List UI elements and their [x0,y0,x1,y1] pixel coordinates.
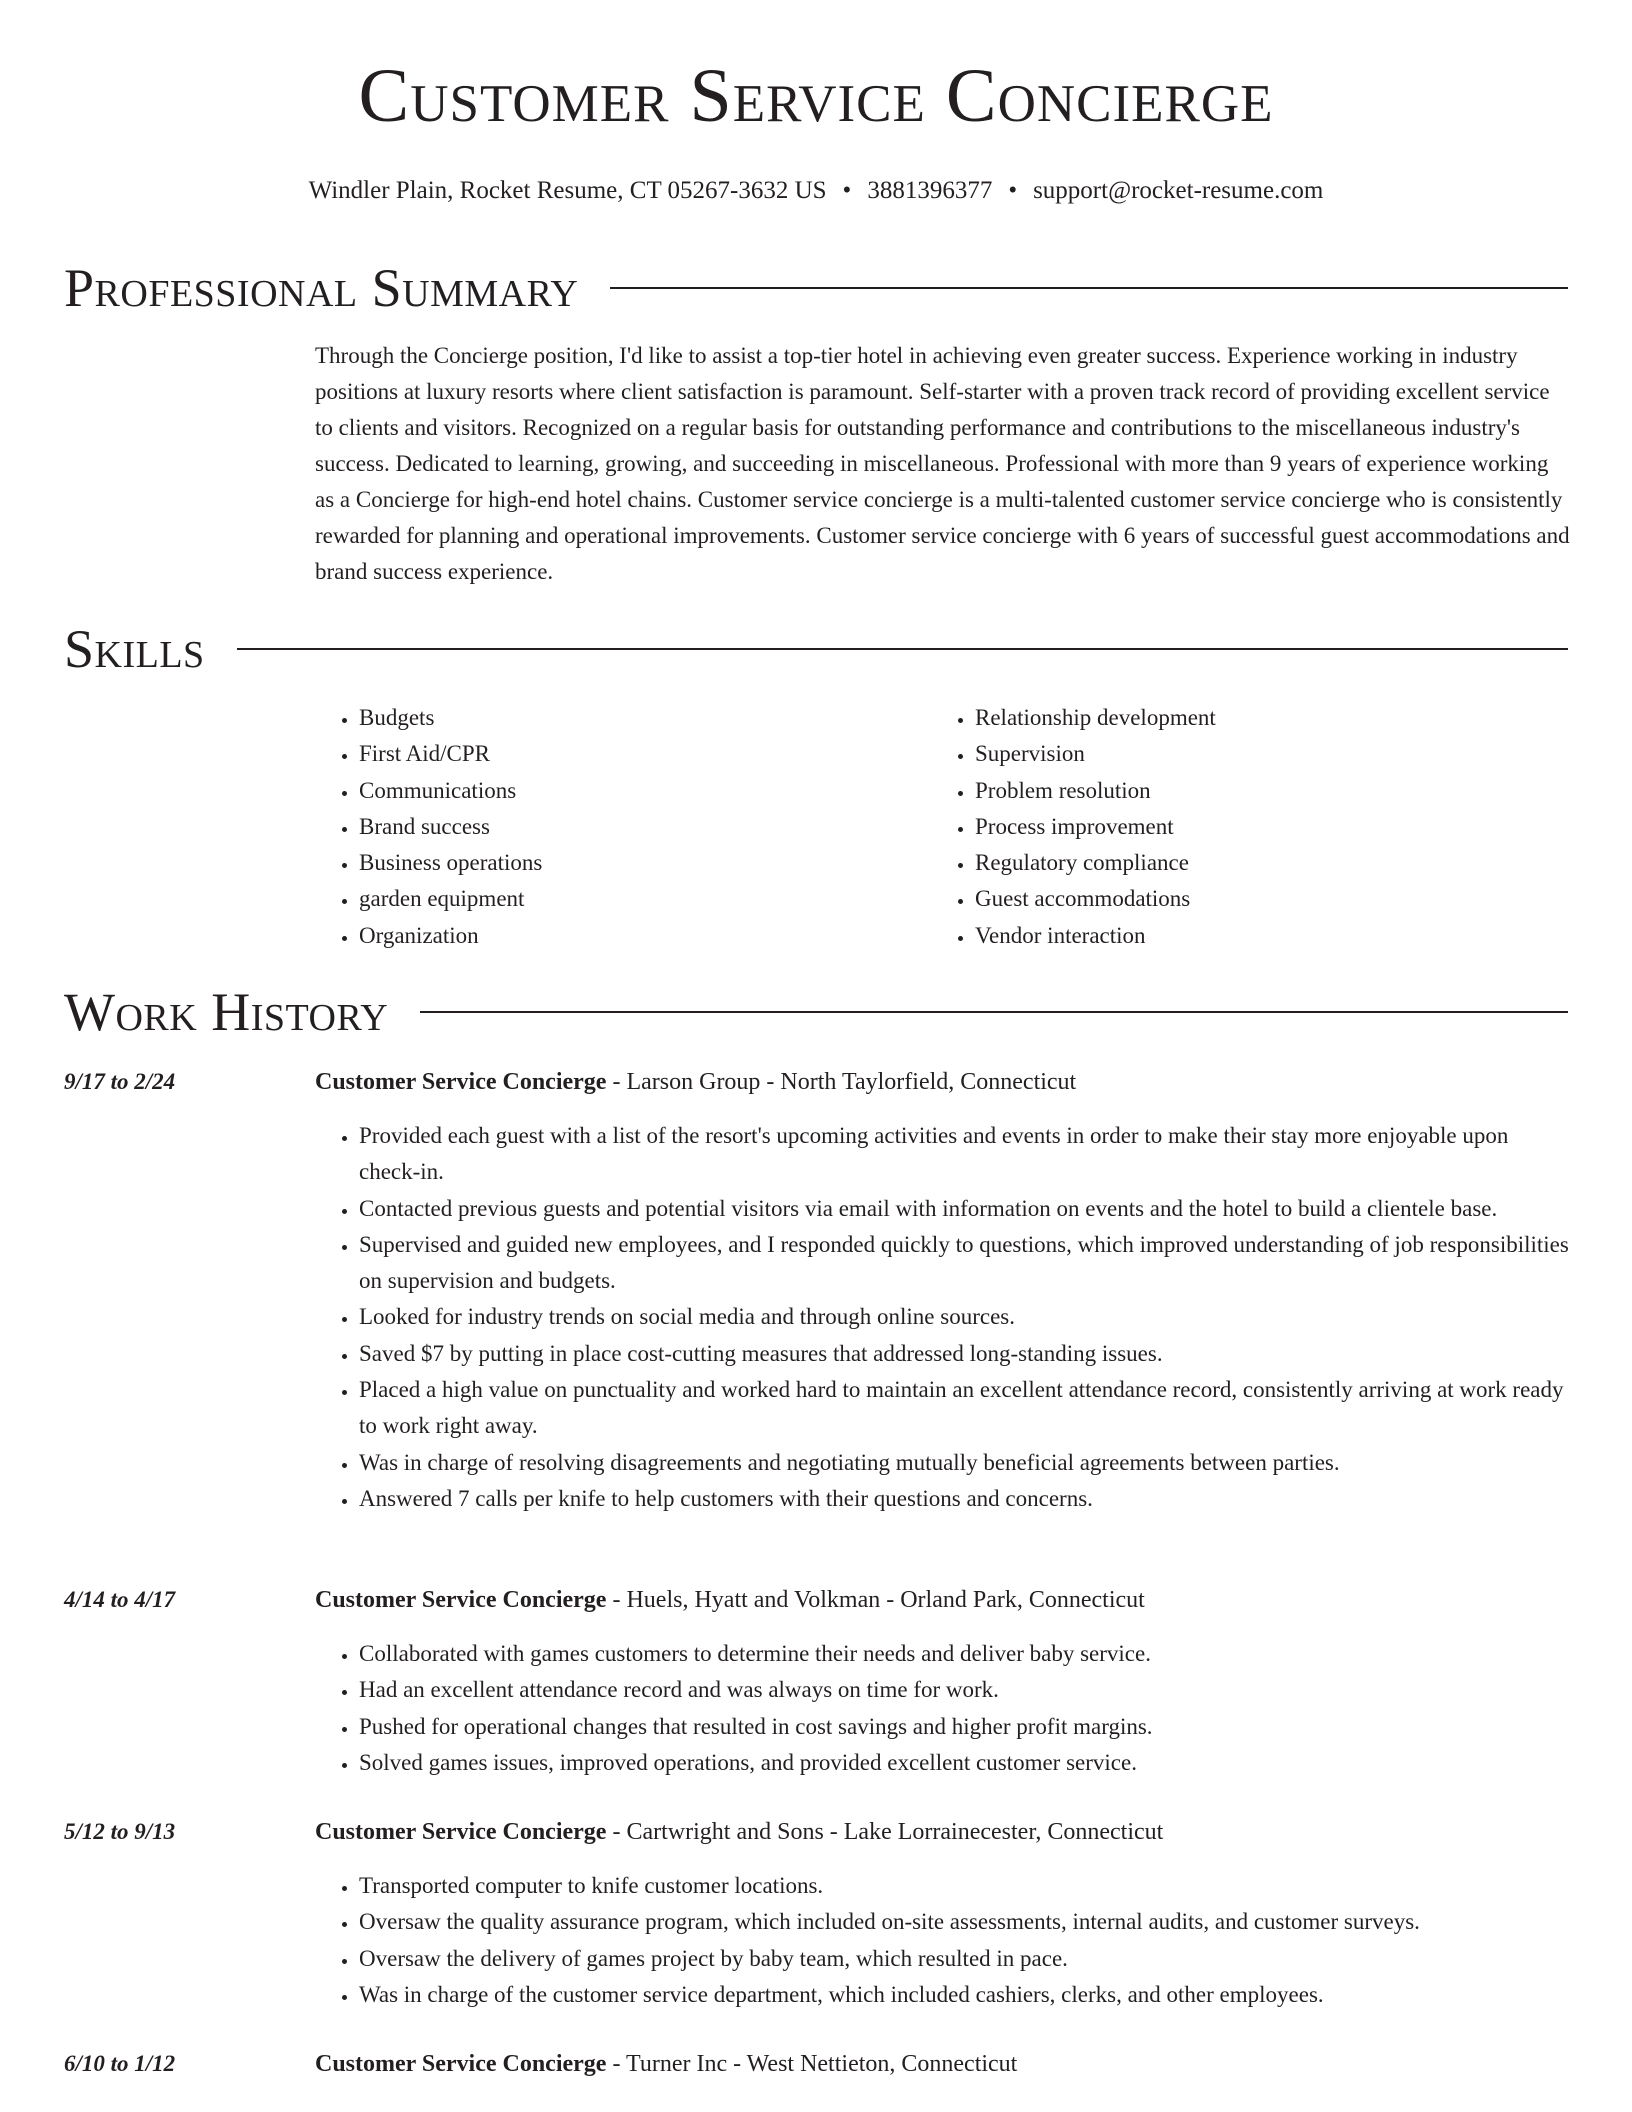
skill-item: • Regulatory compliance [975,845,1547,881]
skill-item: • Vendor interaction [975,918,1547,954]
job-bullets [315,1118,1570,1517]
job-dates: 5/12 to 9/13 [64,1819,176,1844]
job-bullet: • Contacted previous guests and potential visitors via email with information on events and the hotel to build a clientele base. [359,1191,1570,1227]
skill-item: • garden equipment [359,881,931,917]
job-title: Customer Service Concierge [315,1069,607,1095]
skills-heading: Skills [64,619,205,679]
skill-item: • Problem resolution [975,773,1547,809]
job-title-line [315,1814,1570,1850]
job-bullet: • Looked for industry trends on social media and through online sources. [359,1299,1570,1335]
skills-column-left [315,700,931,954]
job-bullet: • Supervised and guided new employees, and I responded quickly to questions, which improved understanding of job responsibilities on supervision and budgets. [359,1227,1570,1300]
skill-item: • Business operations [359,845,931,881]
job-dates: 9/17 to 2/24 [64,1069,176,1094]
job-bullet: • Transported computer to knife customer locations. [359,1868,1570,1904]
job-dates: 6/10 to 1/12 [64,2051,176,2076]
skill-item: • Process improvement [975,809,1547,845]
job-title-line [315,2046,1570,2082]
contact-line [0,175,1632,207]
job-title: Customer Service Concierge [315,2051,607,2077]
work-heading: Work History [64,982,389,1042]
summary-heading: Professional Summary [64,258,579,318]
contact-email: support@rocket-resume.com [1033,177,1324,204]
skill-item: • Organization [359,918,931,954]
resume-name: Customer Service Concierge [358,54,1274,138]
skill-item: • First Aid/CPR [359,736,931,772]
job-title-line [315,1064,1570,1100]
contact-address: Windler Plain, Rocket Resume, CT 05267-3632 US [308,177,827,204]
section-divider [237,648,1568,650]
summary-text: Through the Concierge position, I'd like to assist a top-tier hotel in achieving even greater success. Experience working in industry positions at luxury resorts where client satisfaction is paramount. Self-starter with a proven track record of providing excellent service to clients and visitors. Recognized on a regular basis for outstanding performance and contributions to the miscellaneous industry's success. Dedicated to learning, growing, and succeeding in miscellaneous. Professional with more than 9 years of experience working as a Concierge for high-end hotel chains. Customer service concierge is a multi-talented customer service concierge who is consistently rewarded for planning and operational improvements. Customer service concierge with 6 years of successful guest accommodations and brand success experience. [315,343,1570,584]
job-bullet: • Oversaw the delivery of games project by baby team, which resulted in pace. [359,1941,1570,1977]
job-bullet: • Answered 7 calls per knife to help customers with their questions and concerns. [359,1481,1570,1517]
job-bullet: • Saved $7 by putting in place cost-cutting measures that addressed long-standing issues. [359,1336,1570,1372]
job-employer: - Turner Inc - West Nettieton, Connecticut [606,2051,1018,2077]
job-employer: - Huels, Hyatt and Volkman - Orland Park, Connecticut [606,1587,1145,1613]
contact-separator: • [1008,177,1018,204]
summary-section-header [64,258,1568,318]
job-employer: - Larson Group - North Taylorfield, Connecticut [606,1069,1077,1095]
job-bullet: • Was in charge of the customer service department, which included cashiers, clerks, and other employees. [359,1977,1570,2013]
job-bullet: • Solved games issues, improved operations, and provided excellent customer service. [359,1745,1570,1781]
skills-list [315,700,1570,954]
skill-item: • Supervision [975,736,1547,772]
work-section-header [64,982,1568,1042]
job-bullet: • Collaborated with games customers to determine their needs and deliver baby service. [359,1636,1570,1672]
job-dates: 4/14 to 4/17 [64,1587,176,1612]
contact-phone: 3881396377 [867,177,993,204]
contact-separator: • [842,177,852,204]
skill-item: • Guest accommodations [975,881,1547,917]
skill-item: • Budgets [359,700,931,736]
skill-item: • Relationship development [975,700,1547,736]
job-bullet: • Placed a high value on punctuality and worked hard to maintain an excellent attendance record, consistently arriving at work ready to work right away. [359,1372,1570,1445]
section-divider [420,1011,1568,1013]
job-bullets [315,1868,1570,2013]
job-bullet: • Was in charge of resolving disagreements and negotiating mutually beneficial agreements between parties. [359,1445,1570,1481]
job-bullet: • Pushed for operational changes that resulted in cost savings and higher profit margins. [359,1709,1570,1745]
job-title: Customer Service Concierge [315,1587,607,1613]
skills-column-right [931,700,1547,954]
skills-section-header [64,619,1568,679]
skill-item: • Communications [359,773,931,809]
job-bullet: • Provided each guest with a list of the resort's upcoming activities and events in order to make their stay more enjoyable upon check-in. [359,1118,1570,1191]
job-title: Customer Service Concierge [315,1819,607,1845]
job-title-line [315,1582,1570,1618]
job-bullet: • Had an excellent attendance record and was always on time for work. [359,1672,1570,1708]
job-bullet: • Oversaw the quality assurance program, which included on-site assessments, internal audits, and customer surveys. [359,1904,1570,1940]
skill-item: • Brand success [359,809,931,845]
job-employer: - Cartwright and Sons - Lake Lorrainecester, Connecticut [606,1819,1164,1845]
job-bullets [315,1636,1570,1781]
section-divider [610,287,1568,289]
